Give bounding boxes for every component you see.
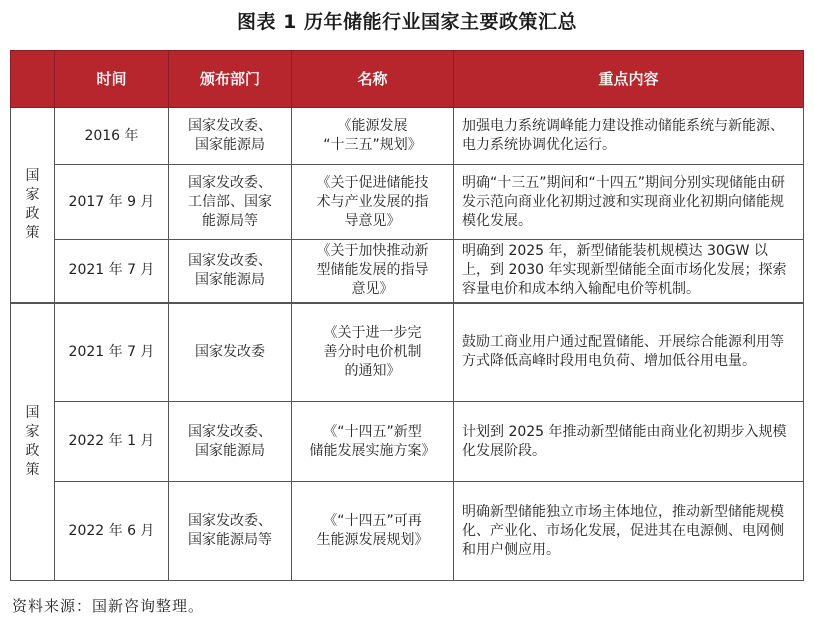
cell-dept: 国家发改委、 工信部、国家 能源局等: [169, 165, 292, 240]
cell-dept: 国家发改委: [169, 303, 292, 402]
cell-name: 《“十四五”新型 储能发展实施方案》: [292, 402, 454, 482]
cell-content: 计划到 2025 年推动新型储能由商业化初期步入规模化发展阶段。: [454, 402, 804, 482]
cell-name: 《能源发展 “十三五”规划》: [292, 108, 454, 165]
table-row: [11, 165, 804, 240]
cell-name: 《关于加快推动新 型储能发展的指导 意见》: [292, 240, 454, 303]
cell-name: 《“十四五”可再 生能源发展规划》: [292, 482, 454, 581]
cell-time: 2021 年 7 月: [55, 240, 169, 303]
group-label: [11, 303, 55, 581]
figure-title: 图表 1 历年储能行业国家主要政策汇总: [237, 11, 577, 33]
group-label-char: 家: [25, 423, 40, 440]
cell-content: 鼓励工商业用户通过配置储能、开展综合能源利用等方式降低高峰时段用电负荷、增加低谷用电量。: [454, 303, 804, 402]
cell-name: 《关于促进储能技 术与产业发展的指 导意见》: [292, 165, 454, 240]
header-time: 时间: [55, 51, 169, 108]
header-blank-cell: [11, 51, 55, 108]
group-label-char: 政: [25, 442, 40, 459]
group-label-char: 国: [25, 404, 40, 421]
table-header-row: [11, 51, 804, 108]
cell-name: 《关于进一步完 善分时电价机制 的通知》: [292, 303, 454, 402]
policy-table: [10, 50, 804, 581]
cell-time: 2016 年: [55, 108, 169, 165]
header-content: 重点内容: [454, 51, 804, 108]
table-row: [11, 240, 804, 303]
group-label-char: 家: [25, 186, 40, 203]
cell-dept: 国家发改委、 国家能源局: [169, 402, 292, 482]
group-label-char: 国: [25, 167, 40, 184]
table-row: [11, 303, 804, 402]
cell-content: 明确到 2025 年，新型储能装机规模达 30GW 以上，到 2030 年实现新型储能全面市场化发展；探索容量电价和成本纳入输配电价等机制。: [454, 240, 804, 303]
table-row: [11, 482, 804, 581]
cell-time: 2022 年 1 月: [55, 402, 169, 482]
cell-time: 2017 年 9 月: [55, 165, 169, 240]
table-body: [11, 108, 804, 581]
group-label-char: 策: [25, 461, 40, 478]
cell-content: 明确新型储能独立市场主体地位，推动新型储能规模化、产业化、市场化发展，促进其在电源侧、电网侧和用户侧应用。: [454, 482, 804, 581]
table-row: [11, 402, 804, 482]
cell-time: 2021 年 7 月: [55, 303, 169, 402]
cell-dept: 国家发改委、 国家能源局等: [169, 482, 292, 581]
cell-content: 加强电力系统调峰能力建设推动储能系统与新能源、电力系统协调优化运行。: [454, 108, 804, 165]
group-label: [11, 108, 55, 303]
group-label-char: 政: [25, 205, 40, 222]
header-name: 名称: [292, 51, 454, 108]
source-note: 资料来源：国新咨询整理。: [12, 597, 205, 615]
table-row: [11, 108, 804, 165]
cell-dept: 国家发改委、 国家能源局: [169, 240, 292, 303]
cell-time: 2022 年 6 月: [55, 482, 169, 581]
group-label-char: 策: [25, 224, 40, 241]
cell-content: 明确“十三五”期间和“十四五”期间分别实现储能由研发示范向商业化初期过渡和实现商业化初期向储能规模化发展。: [454, 165, 804, 240]
cell-dept: 国家发改委、 国家能源局: [169, 108, 292, 165]
header-dept: 颁布部门: [169, 51, 292, 108]
